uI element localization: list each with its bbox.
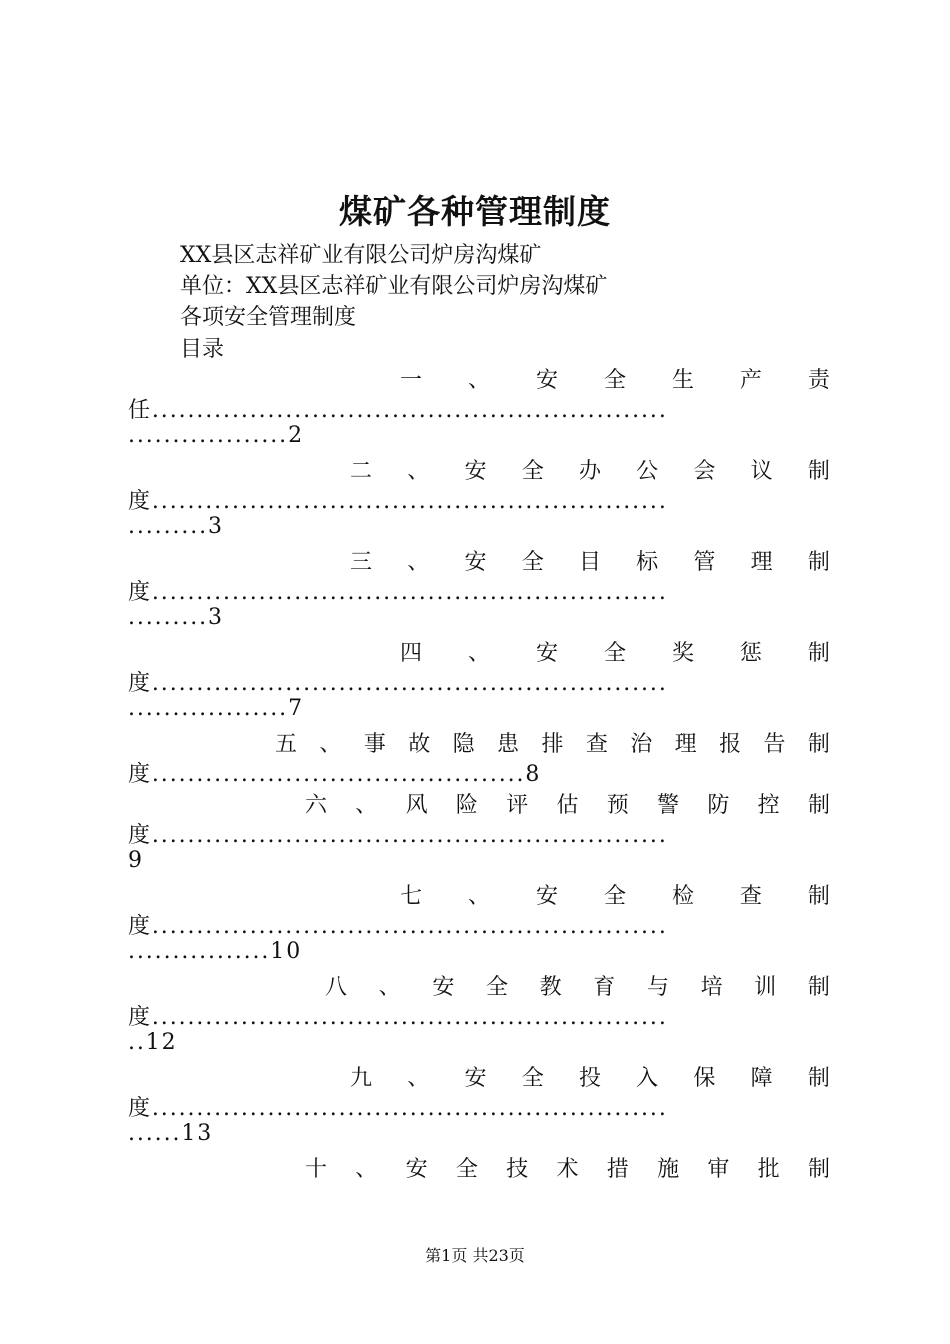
toc-entry-tail: 度 <box>128 1096 152 1121</box>
toc-title-char: 三 <box>350 550 373 575</box>
toc-title-char: 一 <box>400 368 423 393</box>
toc-leader-dots: .......................................................... <box>151 580 668 605</box>
toc-title-char: 制 <box>807 732 830 757</box>
toc-title-char: 防 <box>707 793 730 818</box>
toc-entry-tail: 度 <box>128 1005 152 1030</box>
toc-title-char: 报 <box>719 732 742 757</box>
toc-title-char: 、 <box>407 1066 430 1091</box>
toc-title-char: 估 <box>556 793 579 818</box>
toc-title-char: 、 <box>378 975 401 1000</box>
toc-title-char: 排 <box>541 732 564 757</box>
toc-leader-line <box>128 393 830 424</box>
toc-title-char: 八 <box>325 975 348 1000</box>
toc-leader-dots: .......................................................... <box>151 914 668 939</box>
page-number: 第1页 共23页 <box>425 1246 525 1265</box>
toc-leader-line <box>128 1091 830 1122</box>
toc-leader-line <box>128 1000 830 1031</box>
toc-title-char: 查 <box>585 732 608 757</box>
toc-heading: 目录 <box>180 337 225 362</box>
toc-title-char: 审 <box>707 1157 730 1182</box>
toc-title-char: 与 <box>646 975 669 1000</box>
toc-entry-title <box>400 636 830 667</box>
toc-title-char: 制 <box>807 1157 830 1182</box>
toc-title-char: 隐 <box>452 732 475 757</box>
toc-title-char: 管 <box>693 550 716 575</box>
toc-title-char: 制 <box>807 550 830 575</box>
toc-title-char: 全 <box>521 1066 544 1091</box>
toc-title-char: 四 <box>400 641 423 666</box>
toc-leader-dots: .......................................................... <box>151 823 668 848</box>
toc-entry-tail: 度 <box>128 914 152 939</box>
toc-entry-title <box>400 879 830 910</box>
toc-entry-title <box>325 970 830 1001</box>
toc-page-ref: ..12 <box>128 1030 178 1055</box>
toc-leader-line <box>128 575 830 606</box>
toc-entry-tail: 任 <box>128 398 152 423</box>
toc-title-char: 检 <box>671 884 694 909</box>
toc-title-char: 全 <box>603 884 626 909</box>
toc-title-char: 保 <box>693 1066 716 1091</box>
toc-entry-title <box>400 363 830 394</box>
toc-title-char: 生 <box>671 368 694 393</box>
toc-title-char: 全 <box>521 550 544 575</box>
unit-line: 单位：XX县区志祥矿业有限公司炉房沟煤矿 <box>180 274 608 299</box>
toc-title-char: 产 <box>739 368 762 393</box>
toc-entry-tail: 度 <box>128 762 152 787</box>
toc-entry-tail: 度 <box>128 671 152 696</box>
toc-title-char: 公 <box>636 459 659 484</box>
toc-title-char: 全 <box>603 368 626 393</box>
toc-title-char: 警 <box>657 793 680 818</box>
toc-title-char: 二 <box>350 459 373 484</box>
toc-title-char: 风 <box>405 793 428 818</box>
toc-leader-line <box>128 757 830 788</box>
toc-title-char: 全 <box>521 459 544 484</box>
toc-title-char: 安 <box>464 459 487 484</box>
toc-entry-title <box>350 1061 830 1092</box>
toc-title-char: 六 <box>305 793 328 818</box>
toc-title-char: 会 <box>693 459 716 484</box>
toc-entry-title <box>305 1152 830 1183</box>
toc-title-char: 投 <box>578 1066 601 1091</box>
toc-title-char: 安 <box>464 550 487 575</box>
toc-title-char: 患 <box>497 732 520 757</box>
toc-title-char: 制 <box>807 1066 830 1091</box>
toc-title-char: 、 <box>407 459 430 484</box>
toc-title-char: 故 <box>408 732 431 757</box>
toc-page-ref: ......13 <box>128 1121 214 1146</box>
toc-title-char: 、 <box>467 884 490 909</box>
toc-title-char: 事 <box>363 732 386 757</box>
toc-title-char: 安 <box>535 368 558 393</box>
toc-entry-tail: 度 <box>128 580 152 605</box>
toc-leader-dots: .......................................................... <box>151 1096 668 1121</box>
toc-title-char: 、 <box>407 550 430 575</box>
toc-title-char: 控 <box>757 793 780 818</box>
toc-title-char: 安 <box>535 884 558 909</box>
toc-title-char: 评 <box>506 793 529 818</box>
toc-leader-dots: .......................................................... <box>151 671 668 696</box>
toc-title-char: 教 <box>539 975 562 1000</box>
toc-title-char: 理 <box>674 732 697 757</box>
toc-entry-title <box>275 727 830 758</box>
toc-title-char: 制 <box>807 884 830 909</box>
toc-title-char: 术 <box>556 1157 579 1182</box>
toc-title-char: 训 <box>754 975 777 1000</box>
toc-page-ref: ..................2 <box>128 423 304 448</box>
toc-title-char: 全 <box>455 1157 478 1182</box>
toc-page-ref: .........3 <box>128 514 224 539</box>
toc-title-char: 险 <box>455 793 478 818</box>
toc-title-char: 、 <box>467 641 490 666</box>
toc-title-char: 入 <box>636 1066 659 1091</box>
toc-title-char: 育 <box>593 975 616 1000</box>
toc-leader-dots: .......................................................... <box>151 1005 668 1030</box>
toc-title-char: 措 <box>606 1157 629 1182</box>
toc-leader-line <box>128 909 830 940</box>
toc-title-char: 、 <box>355 793 378 818</box>
toc-leader-line <box>128 484 830 515</box>
toc-title-char: 办 <box>578 459 601 484</box>
toc-title-char: 安 <box>432 975 455 1000</box>
toc-entry-title <box>350 545 830 576</box>
toc-leader-dots: .......................................................... <box>151 398 668 423</box>
toc-title-char: 标 <box>636 550 659 575</box>
toc-entry-title <box>305 788 830 819</box>
toc-title-char: 批 <box>757 1157 780 1182</box>
toc-title-char: 告 <box>763 732 786 757</box>
toc-title-char: 制 <box>807 793 830 818</box>
toc-leader-line <box>128 818 830 849</box>
toc-title-char: 奖 <box>671 641 694 666</box>
toc-title-char: 安 <box>535 641 558 666</box>
toc-title-char: 议 <box>750 459 773 484</box>
subtitle: 各项安全管理制度 <box>180 305 357 330</box>
toc-title-char: 七 <box>400 884 423 909</box>
toc-title-char: 责 <box>807 368 830 393</box>
toc-entry-tail: 度 <box>128 489 152 514</box>
toc-title-char: 十 <box>305 1157 328 1182</box>
toc-title-char: 九 <box>350 1066 373 1091</box>
toc-title-char: 惩 <box>739 641 762 666</box>
toc-title-char: 制 <box>807 459 830 484</box>
toc-title-char: 制 <box>807 975 830 1000</box>
toc-title-char: 障 <box>750 1066 773 1091</box>
document-title: 煤矿各种管理制度 <box>339 192 611 231</box>
toc-title-char: 培 <box>700 975 723 1000</box>
toc-title-char: 技 <box>506 1157 529 1182</box>
toc-title-char: 五 <box>275 732 298 757</box>
toc-title-char: 安 <box>405 1157 428 1182</box>
toc-leader-line <box>128 666 830 697</box>
toc-page-ref: .........3 <box>128 605 224 630</box>
toc-page-ref: ..................7 <box>128 696 304 721</box>
toc-page-ref: 9 <box>128 848 144 873</box>
toc-title-char: 全 <box>603 641 626 666</box>
toc-title-char: 施 <box>657 1157 680 1182</box>
toc-entry-title <box>350 454 830 485</box>
company-name: XX县区志祥矿业有限公司炉房沟煤矿 <box>180 243 542 268</box>
toc-leader-dots: ..........................................8 <box>151 762 542 787</box>
toc-title-char: 、 <box>467 368 490 393</box>
toc-title-char: 、 <box>319 732 342 757</box>
toc-title-char: 、 <box>355 1157 378 1182</box>
toc-title-char: 理 <box>750 550 773 575</box>
toc-title-char: 目 <box>578 550 601 575</box>
toc-title-char: 预 <box>606 793 629 818</box>
toc-title-char: 查 <box>739 884 762 909</box>
toc-page-ref: ................10 <box>128 939 303 964</box>
toc-title-char: 全 <box>485 975 508 1000</box>
toc-title-char: 安 <box>464 1066 487 1091</box>
toc-leader-dots: .......................................................... <box>151 489 668 514</box>
toc-entry-tail: 度 <box>128 823 152 848</box>
toc-title-char: 治 <box>630 732 653 757</box>
toc-title-char: 制 <box>807 641 830 666</box>
